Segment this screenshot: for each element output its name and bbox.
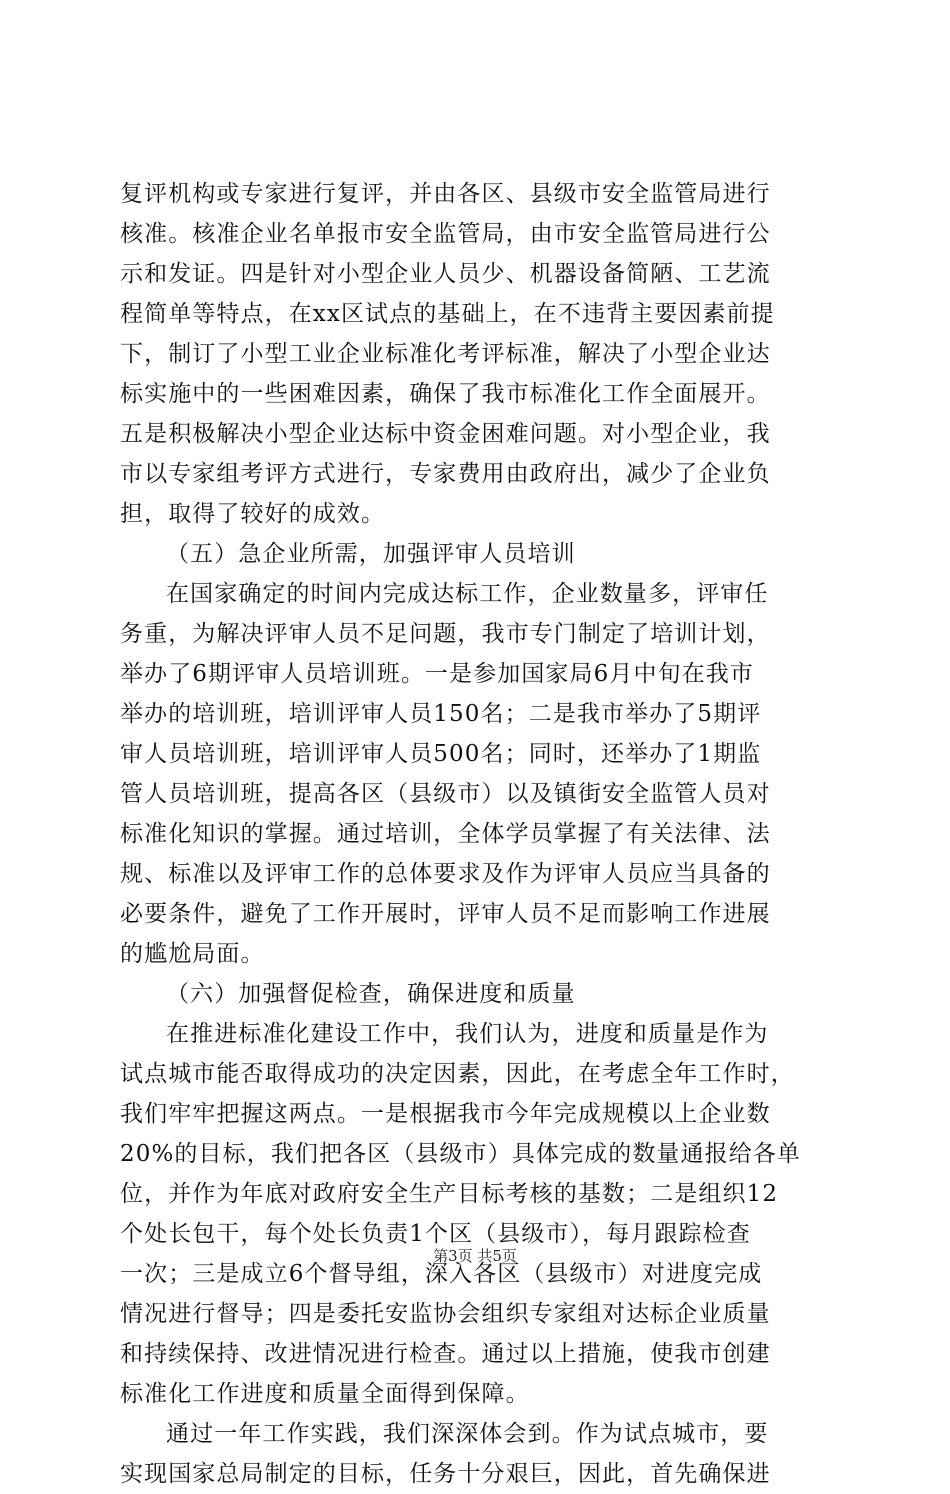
text-line: 和持续保持、改进情况进行检查。通过以上措施，使我市创建	[120, 1341, 771, 1367]
section-heading	[120, 534, 838, 574]
text-line: 程简单等特点，在xx区试点的基础上，在不违背主要因素前提	[120, 301, 775, 327]
text-line: 必要条件，避免了工作开展时，评审人员不足而影响工作进展	[120, 901, 771, 927]
text-line: 情况进行督导；四是委托安监协会组织专家组对达标企业质量	[120, 1301, 771, 1327]
text-line: 我们牢牢把握这两点。一是根据我市今年完成规模以上企业数	[120, 1101, 771, 1127]
text-line: 规、标准以及评审工作的总体要求及作为评审人员应当具备的	[120, 861, 771, 887]
text-line: 担，取得了较好的成效。	[120, 501, 386, 527]
paragraph-continuation	[120, 174, 838, 534]
document-body	[120, 174, 838, 1494]
text-line: 复评机构或专家进行复评，并由各区、县级市安全监管局进行	[120, 181, 771, 207]
paragraph	[120, 574, 838, 974]
text-line: 务重，为解决评审人员不足问题，我市专门制定了培训计划，	[120, 621, 771, 647]
section-heading-text: （五）急企业所需，加强评审人员培训	[166, 541, 576, 567]
paragraph	[120, 1014, 838, 1414]
text-line: 下，制订了小型工业企业标准化考评标准，解决了小型企业达	[120, 341, 771, 367]
text-line: 的尴尬局面。	[120, 941, 265, 967]
text-line: 试点城市能否取得成功的决定因素，因此，在考虑全年工作时，	[120, 1061, 795, 1087]
text-line: 审人员培训班，培训评审人员500名；同时，还举办了1期监	[120, 741, 762, 767]
text-line: 标实施中的一些困难因素，确保了我市标准化工作全面展开。	[120, 381, 771, 407]
section-heading-text: （六）加强督促检查，确保进度和质量	[166, 981, 576, 1007]
text-line: 在国家确定的时间内完成达标工作，企业数量多，评审任	[166, 581, 769, 607]
text-line: 示和发证。四是针对小型企业人员少、机器设备简陋、工艺流	[120, 261, 771, 287]
text-line: 在推进标准化建设工作中，我们认为，进度和质量是作为	[166, 1021, 769, 1047]
text-line: 个处长包干，每个处长负责1个区（县级市），每月跟踪检查	[120, 1221, 751, 1247]
text-line: 通过一年工作实践，我们深深体会到。作为试点城市，要	[166, 1421, 769, 1447]
text-line: 五是积极解决小型企业达标中资金困难问题。对小型企业，我	[120, 421, 771, 447]
text-line: 一次；三是成立6个督导组，深入各区（县级市）对进度完成	[120, 1261, 763, 1287]
paragraph	[120, 1414, 838, 1494]
text-line: 市以专家组考评方式进行，专家费用由政府出，减少了企业负	[120, 461, 771, 487]
text-line: 20%的目标，我们把各区（县级市）具体完成的数量通报给各单	[120, 1141, 802, 1167]
page-number-footer: 第3页 共5页	[433, 1247, 517, 1265]
section-heading	[120, 974, 838, 1014]
text-line: 举办了6期评审人员培训班。一是参加国家局6月中旬在我市	[120, 661, 754, 687]
text-line: 标准化工作进度和质量全面得到保障。	[120, 1381, 530, 1407]
text-line: 标准化知识的掌握。通过培训，全体学员掌握了有关法律、法	[120, 821, 771, 847]
text-line: 管人员培训班，提高各区（县级市）以及镇街安全监管人员对	[120, 781, 771, 807]
text-line: 举办的培训班，培训评审人员150名；二是我市举办了5期评	[120, 701, 762, 727]
text-line: 位，并作为年底对政府安全生产目标考核的基数；二是组织12	[120, 1181, 779, 1207]
text-line: 实现国家总局制定的目标，任务十分艰巨，因此，首先确保进	[120, 1461, 771, 1487]
text-line: 核准。核准企业名单报市安全监管局，由市安全监管局进行公	[120, 221, 771, 247]
